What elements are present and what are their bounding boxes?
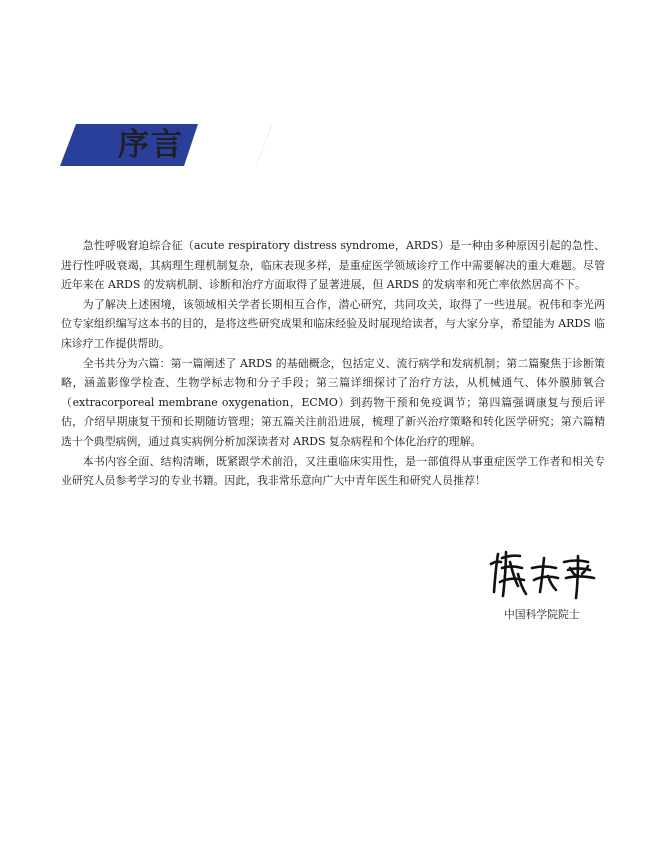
section-title-banner <box>60 124 272 166</box>
paragraph-2: 为了解决上述困境，该领域相关学者长期相互合作，潜心研究，共同攻关，取得了一些进展。祝伟和李光两位专家组织编写这本书的目的，是将这些研究成果和临床经验及时展现给读者，与大家分享，希望能为 ARDS 临床诊疗工作提供帮助。 <box>61 297 605 350</box>
signature-drawing <box>488 548 598 602</box>
handwritten-signature <box>488 548 598 602</box>
paragraph-1: 急性呼吸窘迫综合征（acute respiratory distress syndrome，ARDS）是一种由多种原因引起的急性、进行性呼吸衰竭，其病理生理机制复杂，临床表现多样，是重症医学领域诊疗工作中需要解决的重大难题。尽管近年来在 ARDS 的发病机制、诊断和治疗方面取得了显著进展，但 ARDS 的发病率和死亡率依然居高不下。 <box>61 239 605 292</box>
paragraph-4: 本书内容全面、结构清晰，既紧跟学术前沿，又注重临床实用性，是一部值得从事重症医学工作者和相关专业研究人员参考学习的专业书籍。因此，我非常乐意向广大中青年医生和研究人员推荐！ <box>61 454 605 488</box>
page-title: 序言 <box>118 127 184 163</box>
paragraph-3: 全书共分为六篇：第一篇阐述了 ARDS 的基础概念，包括定义、流行病学和发病机制；第二篇聚焦于诊断策略，涵盖影像学检查、生物学标志物和分子手段；第三篇详细探讨了治疗方法，从机械通气、体外膜肺氧合（extracorporeal membrane oxygenation，ECMO）到药物干预和免疫调节；第四篇强调康复与预后评估，介绍早期康复干预和长期随访管理；第五篇关注前沿进展，梳理了新兴治疗策略和转化医学研究；第六篇精选十个典型病例，通过真实病例分析加深读者对 ARDS 复杂病程和个体化治疗的理解。 <box>61 356 605 448</box>
signature-caption: 中国科学院院士 <box>504 608 580 621</box>
preface-body <box>61 236 605 491</box>
